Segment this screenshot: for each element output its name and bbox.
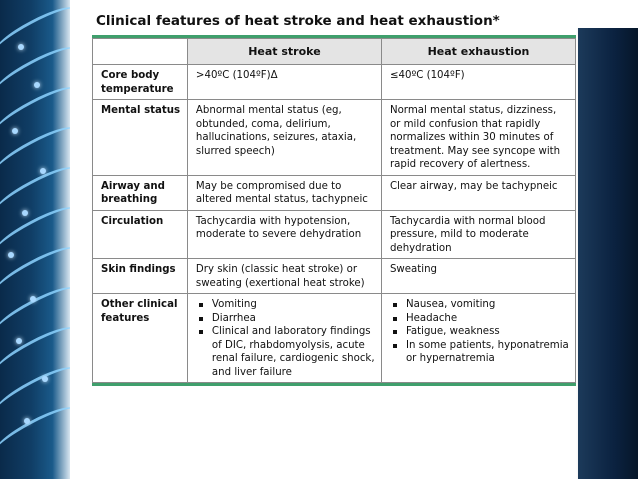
heat-stroke-feature-list bbox=[196, 298, 375, 379]
table-row bbox=[93, 65, 576, 100]
heat-stroke-cell: May be compromised due to altered mental status, tachypneic bbox=[187, 175, 381, 210]
clinical-features-table bbox=[92, 35, 576, 386]
right-panel-decoration bbox=[578, 28, 638, 479]
slide-title: Clinical features of heat stroke and heat exhaustion* bbox=[96, 13, 500, 29]
dna-helix-decoration bbox=[0, 0, 70, 479]
table-row bbox=[93, 100, 576, 176]
table-row bbox=[93, 294, 576, 383]
header-heat-exhaustion: Heat exhaustion bbox=[381, 39, 575, 65]
row-label: Skin findings bbox=[93, 259, 188, 294]
heat-stroke-cell: Abnormal mental status (eg, obtunded, coma, delirium, hallucinations, seizures, ataxia, slurred speech) bbox=[187, 100, 381, 176]
heat-exhaustion-cell: Normal mental status, dizziness, or mild confusion that rapidly normalizes within 30 minutes of treatment. May see syncope with rapid recovery of alertness. bbox=[381, 100, 575, 176]
header-heat-stroke: Heat stroke bbox=[187, 39, 381, 65]
heat-stroke-cell: >40ºC (104ºF)Δ bbox=[187, 65, 381, 100]
row-label: Other clinical features bbox=[93, 294, 188, 383]
list-item: Vomiting bbox=[196, 298, 375, 312]
heat-exhaustion-cell: Clear airway, may be tachypneic bbox=[381, 175, 575, 210]
list-item: Clinical and laboratory findings of DIC, rhabdomyolysis, acute renal failure, cardiogenic shock, and liver failure bbox=[196, 325, 375, 379]
list-item: In some patients, hyponatremia or hypernatremia bbox=[390, 339, 569, 366]
heat-stroke-cell: Dry skin (classic heat stroke) or sweating (exertional heat stroke) bbox=[187, 259, 381, 294]
row-label: Circulation bbox=[93, 210, 188, 259]
table-header-row bbox=[93, 39, 576, 65]
row-label: Core body temperature bbox=[93, 65, 188, 100]
header-blank-cell bbox=[93, 39, 188, 65]
row-label: Airway and breathing bbox=[93, 175, 188, 210]
heat-exhaustion-feature-list bbox=[390, 298, 569, 366]
heat-stroke-cell bbox=[187, 294, 381, 383]
list-item: Fatigue, weakness bbox=[390, 325, 569, 339]
heat-stroke-cell: Tachycardia with hypotension, moderate to severe dehydration bbox=[187, 210, 381, 259]
row-label: Mental status bbox=[93, 100, 188, 176]
table-row bbox=[93, 259, 576, 294]
heat-exhaustion-cell bbox=[381, 294, 575, 383]
table-row bbox=[93, 175, 576, 210]
list-item: Headache bbox=[390, 312, 569, 326]
table-row bbox=[93, 210, 576, 259]
list-item: Diarrhea bbox=[196, 312, 375, 326]
heat-exhaustion-cell: Sweating bbox=[381, 259, 575, 294]
heat-exhaustion-cell: ≤40ºC (104ºF) bbox=[381, 65, 575, 100]
heat-exhaustion-cell: Tachycardia with normal blood pressure, mild to moderate dehydration bbox=[381, 210, 575, 259]
list-item: Nausea, vomiting bbox=[390, 298, 569, 312]
